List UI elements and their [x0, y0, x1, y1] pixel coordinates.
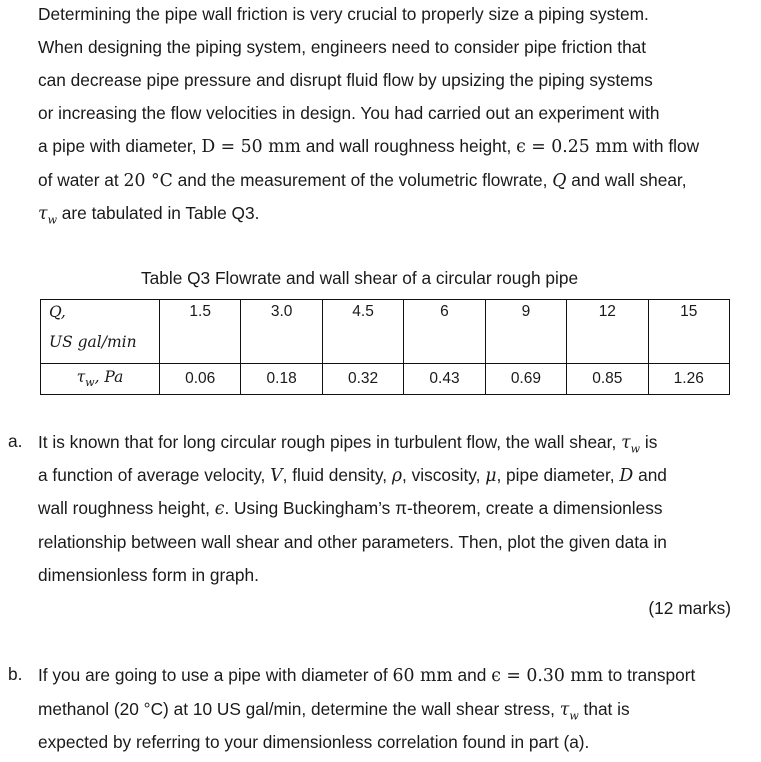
flowrate-cell: 12: [567, 300, 648, 364]
flowrate-cell: 15: [648, 300, 729, 364]
question-a-marks: (12 marks): [648, 598, 731, 618]
question-a-line-1: It is known that for long circular rough pipes in turbulent flow, the wall shear, $\tau_w$ is: [38, 432, 658, 456]
wall-shear-header: $\tau_w$, Pa: [41, 364, 160, 395]
table-row-wall-shear: [41, 364, 730, 395]
wall-shear-cell: 0.32: [322, 364, 403, 395]
question-a-line-2: a function of average velocity, V, fluid density, ρ, viscosity, μ, pipe diameter, D and: [38, 465, 667, 486]
data-table: [40, 299, 730, 395]
wall-shear-cell: 0.43: [404, 364, 485, 395]
wall-shear-cell: 0.69: [485, 364, 566, 395]
flowrate-cell: 4.5: [322, 300, 403, 364]
flowrate-cell: 9: [485, 300, 566, 364]
flowrate-cell: 3.0: [241, 300, 322, 364]
flowrate-cell: 6: [404, 300, 485, 364]
wall-shear-cell: 0.18: [241, 364, 322, 395]
question-b-line-1: If you are going to use a pipe with diameter of 60 mm and ϵ = 0.30 mm to transport: [38, 665, 696, 686]
question-a-line-5: dimensionless form in graph.: [38, 565, 259, 585]
question-a-line-3: wall roughness height, ϵ. Using Buckingham’s π-theorem, create a dimensionless: [38, 498, 663, 519]
intro-line-1: Determining the pipe wall friction is very crucial to properly size a piping system.: [38, 4, 649, 24]
intro-line-3: can decrease pipe pressure and disrupt fluid flow by upsizing the piping systems: [38, 70, 653, 90]
question-b-marker: b.: [8, 664, 23, 684]
wall-shear-cell: 0.06: [160, 364, 241, 395]
wall-shear-cell: 0.85: [567, 364, 648, 395]
table-row-flowrate: [41, 300, 730, 364]
wall-shear-cell: 1.26: [648, 364, 729, 395]
intro-line-4: or increasing the flow velocities in design. You had carried out an experiment with: [38, 103, 660, 123]
flowrate-cell: 1.5: [160, 300, 241, 364]
question-a-line-4: relationship between wall shear and other parameters. Then, plot the given data in: [38, 532, 667, 552]
intro-line-2: When designing the piping system, engineers need to consider pipe friction that: [38, 37, 647, 57]
intro-line-7: $\tau_w$ are tabulated in Table Q3.: [38, 203, 260, 227]
flowrate-header: Q, US gal/min: [41, 300, 160, 364]
question-b-line-2: methanol (20 °C) at 10 US gal/min, determine the wall shear stress, $\tau_w$ that is: [38, 699, 630, 723]
table-caption: Table Q3 Flowrate and wall shear of a circular rough pipe: [141, 268, 579, 288]
intro-line-6: of water at 20 °C and the measurement of the volumetric flowrate, Q and wall shear,: [38, 170, 687, 191]
question-b-line-3: expected by referring to your dimensionless correlation found in part (a).: [38, 732, 590, 752]
question-a-marker: a.: [8, 431, 23, 451]
intro-line-5: a pipe with diameter, D = 50 mm and wall roughness height, ϵ = 0.25 mm with flow: [38, 136, 700, 157]
